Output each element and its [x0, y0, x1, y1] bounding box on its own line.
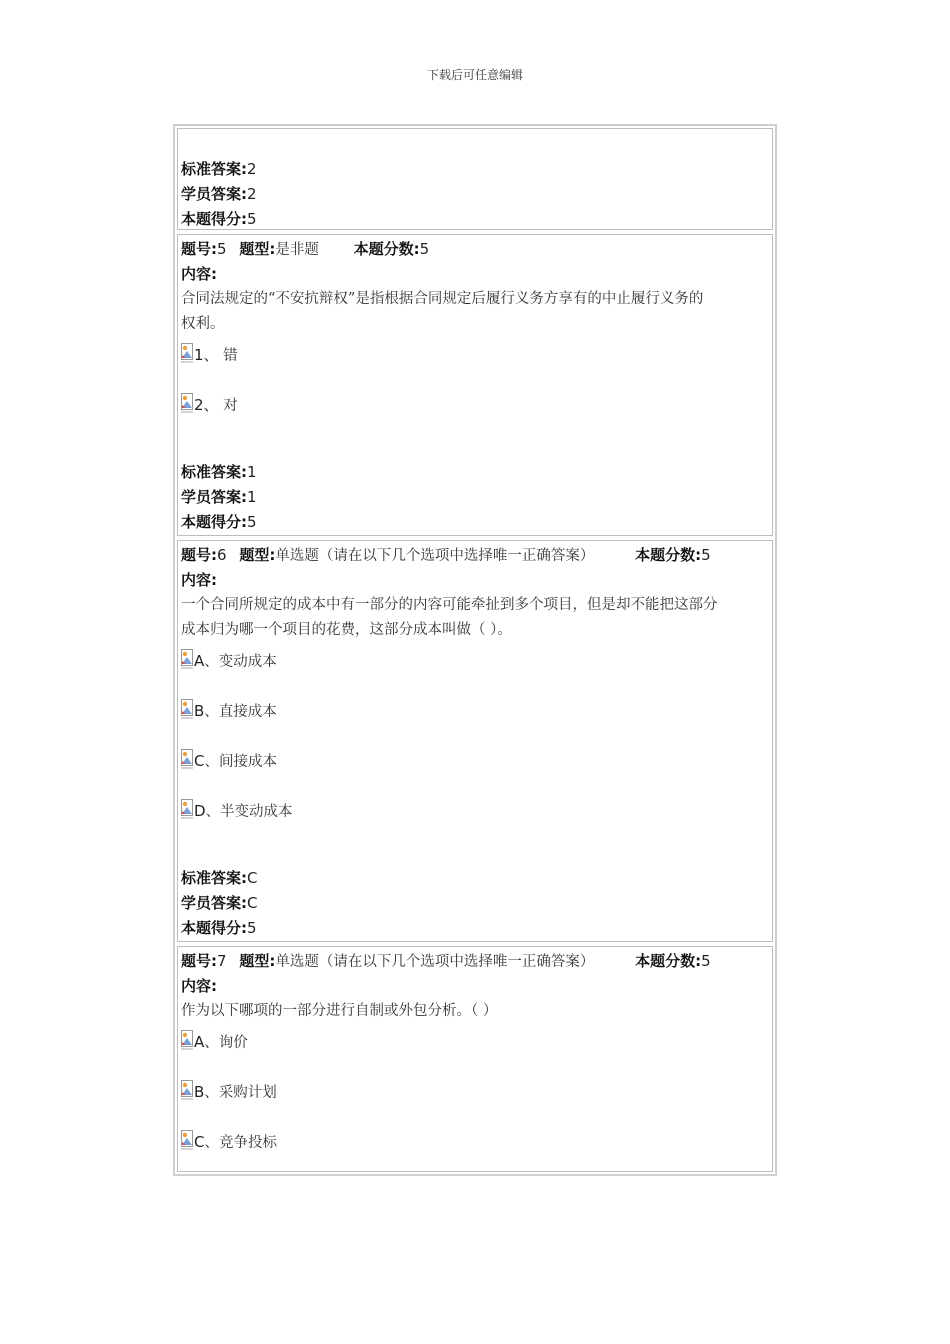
question-content: 一个合同所规定的成本中有一部分的内容可能牵扯到多个项目，但是却不能把这部分: [181, 597, 718, 613]
broken-image-icon: [181, 649, 193, 669]
question-meta-row: 题号:6 题型:单选题（请在以下几个选项中选择唯一正确答案） 本题分数:5: [181, 546, 711, 564]
question-cell-6: 题号:6 题型:单选题（请在以下几个选项中选择唯一正确答案） 本题分数:5 内容: 一个合同所规定的成本中有一部分的内容可能牵扯到多个项目，但是却不能把这部分 成本归为哪一个项目的花费，这部分成本叫做（ ）。 A、变动成本 B、直接成本 C、间接成本 D、半变动成本 标准答案:C 学员答案:C 本题得分:5: [177, 540, 773, 942]
question-meta-row: 题号:5 题型:是非题 本题分数:5: [181, 240, 430, 258]
score-row: 本题得分:5: [181, 919, 257, 937]
broken-image-icon: [181, 1080, 193, 1100]
question-cell-7: 题号:7 题型:单选题（请在以下几个选项中选择唯一正确答案） 本题分数:5 内容: 作为以下哪项的一部分进行自制或外包分析。（ ） A、询价 B、采购计划 C、竞争投标: [177, 946, 773, 1172]
content-label: 内容:: [181, 571, 217, 589]
question-content: 权利。: [181, 316, 225, 332]
standard-answer-row: 标准答案:1: [181, 463, 257, 481]
page-header: 下载后可任意编辑: [426, 68, 523, 82]
question-content: 合同法规定的“不安抗辩权”是指根据合同规定后履行义务方享有的中止履行义务的: [181, 291, 704, 307]
standard-answer-row: 标准答案:C: [181, 869, 258, 887]
question-cell-5: 题号:5 题型:是非题 本题分数:5 内容: 合同法规定的“不安抗辩权”是指根据合同规定后履行义务方享有的中止履行义务的 权利。 1、 错 2、 对 标准答案:1 学员答案:1 本题得分:5: [177, 234, 773, 536]
standard-answer-row: 标准答案:2: [181, 160, 257, 178]
content-label: 内容:: [181, 977, 217, 995]
score-row: 本题得分:5: [181, 513, 257, 531]
score-row: 本题得分:5: [181, 210, 257, 228]
broken-image-icon: [181, 343, 193, 363]
broken-image-icon: [181, 699, 193, 719]
student-answer-row: 学员答案:C: [181, 894, 258, 912]
question-content: 成本归为哪一个项目的花费，这部分成本叫做（ ）。: [181, 622, 512, 638]
broken-image-icon: [181, 1030, 193, 1050]
student-answer-row: 学员答案:2: [181, 185, 257, 203]
broken-image-icon: [181, 1130, 193, 1150]
content-label: 内容:: [181, 265, 217, 283]
question-content: 作为以下哪项的一部分进行自制或外包分析。（ ）: [181, 1003, 498, 1019]
broken-image-icon: [181, 393, 193, 413]
broken-image-icon: [181, 799, 193, 819]
question-meta-row: 题号:7 题型:单选题（请在以下几个选项中选择唯一正确答案） 本题分数:5: [181, 952, 711, 970]
student-answer-row: 学员答案:1: [181, 488, 257, 506]
broken-image-icon: [181, 749, 193, 769]
question-cell-4-tail: [177, 128, 773, 230]
exam-results-table: [173, 124, 777, 1176]
